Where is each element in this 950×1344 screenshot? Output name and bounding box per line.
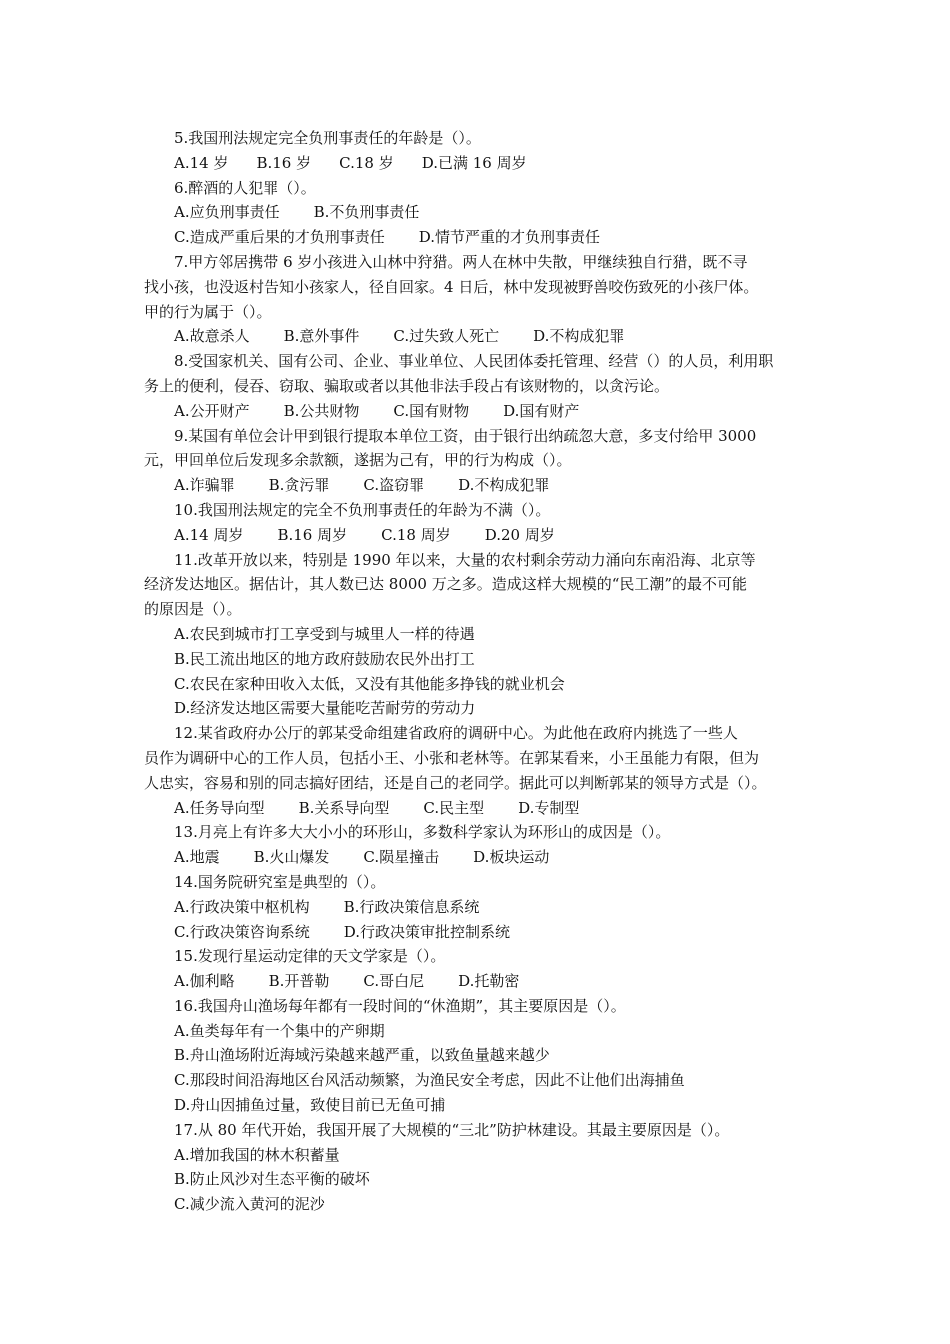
question-6-options-row1 — [144, 200, 808, 225]
option: A.14 岁 — [174, 153, 229, 172]
question-13-stem: 13.月亮上有许多大大小小的环形山，多数科学家认为环形山的成因是（）。 — [174, 823, 671, 842]
question-5-options — [144, 151, 808, 176]
option: C.民主型 — [423, 798, 485, 817]
option: D.20 周岁 — [484, 525, 555, 544]
question-8-stem-line: 务上的便利，侵吞、窃取、骗取或者以其他非法手段占有该财物的，以贪污论。 — [144, 376, 670, 395]
option: A.公开财产 — [174, 401, 250, 420]
question-11-stem-line: 经济发达地区。据估计，其人数已达 8000 万之多。造成这样大规模的“民工潮”的最不可能 — [144, 575, 748, 594]
option: C.哥白尼 — [363, 972, 425, 991]
option: C.过失致人死亡 — [393, 327, 500, 346]
option: B.不负刑事责任 — [313, 203, 420, 222]
question-16-option: B.舟山渔场附近海域污染越来越严重，以致鱼量越来越少 — [174, 1046, 550, 1065]
question-14-options-row1 — [144, 895, 808, 920]
option: D.已满 16 周岁 — [421, 153, 527, 172]
question-9-options — [144, 473, 808, 498]
option: A.伽利略 — [174, 972, 235, 991]
option: C.18 岁 — [339, 153, 394, 172]
question-12-stem-line: 人忠实，容易和别的同志搞好团结，还是自己的老同学。据此可以判断郭某的领导方式是（）。 — [144, 773, 767, 792]
option: B.16 岁 — [256, 153, 312, 172]
option: D.情节严重的才负刑事责任 — [418, 228, 600, 247]
question-13-options — [144, 845, 808, 870]
question-10-stem: 10.我国刑法规定的完全不负刑事责任的年龄为不满（）。 — [174, 500, 551, 519]
option: A.地震 — [174, 848, 220, 867]
option: B.贪污罪 — [268, 476, 330, 495]
option: D.不构成犯罪 — [458, 476, 550, 495]
question-11-stem-line: 的原因是（）。 — [144, 600, 242, 619]
option: A.任务导向型 — [174, 798, 265, 817]
question-15-stem: 15.发现行星运动定律的天文学家是（）。 — [174, 947, 446, 966]
question-12-stem-line: 12.某省政府办公厅的郭某受命组建省政府的调研中心。为此他在政府内挑选了一些人 — [174, 724, 738, 743]
question-17-option: B.防止风沙对生态平衡的破坏 — [174, 1170, 370, 1189]
question-8-stem-line: 8.受国家机关、国有公司、企业、事业单位、人民团体委托管理、经营（）的人员，利用职 — [174, 352, 774, 371]
question-11-option: A.农民到城市打工享受到与城里人一样的待遇 — [174, 624, 475, 643]
option: A.故意杀人 — [174, 327, 250, 346]
question-15-options — [144, 969, 808, 994]
question-12-options — [144, 796, 808, 821]
option: C.造成严重后果的才负刑事责任 — [174, 228, 385, 247]
question-10-options — [144, 523, 808, 548]
option: C.盗窃罪 — [363, 476, 425, 495]
exam-page — [144, 126, 808, 1217]
question-14-options-row2 — [144, 920, 808, 945]
option: B.16 周岁 — [277, 525, 348, 544]
option: A.应负刑事责任 — [174, 203, 280, 222]
option: D.板块运动 — [473, 848, 550, 867]
option: D.行政决策审批控制系统 — [343, 922, 510, 941]
option: B.关系导向型 — [298, 798, 390, 817]
option: C.国有财物 — [393, 401, 470, 420]
question-16-stem: 16.我国舟山渔场每年都有一段时间的“休渔期”，其主要原因是（）。 — [174, 996, 626, 1015]
question-7-options — [144, 324, 808, 349]
question-16-option: A.鱼类每年有一个集中的产卵期 — [174, 1021, 385, 1040]
question-11-stem-line: 11.改革开放以来，特别是 1990 年以来，大量的农村剩余劳动力涌向东南沿海、北京等 — [174, 550, 756, 569]
question-17-option: C.减少流入黄河的泥沙 — [174, 1195, 325, 1214]
question-17-stem: 17.从 80 年代开始，我国开展了大规模的“三北”防护林建设。其最主要原因是（）。 — [174, 1120, 730, 1139]
question-6-options-row2 — [144, 225, 808, 250]
question-7-stem-line: 甲的行为属于（）。 — [144, 302, 272, 321]
question-9-stem-line: 9.某国有单位会计甲到银行提取本单位工资，由于银行出纳疏忽大意，多支付给甲 3000 — [174, 426, 757, 445]
question-17-option: A.增加我国的林木积蓄量 — [174, 1145, 340, 1164]
question-11-option: D.经济发达地区需要大量能吃苦耐劳的劳动力 — [174, 699, 476, 718]
option: B.开普勒 — [268, 972, 330, 991]
question-7-stem-line: 找小孩，也没返村告知小孩家人，径自回家。4 日后，林中发现被野兽咬伤致死的小孩尸体。 — [144, 277, 759, 296]
option: D.托勒密 — [458, 972, 520, 991]
option: C.陨星撞击 — [363, 848, 440, 867]
question-8-options — [144, 399, 808, 424]
option: C.行政决策咨询系统 — [174, 922, 310, 941]
option: D.专制型 — [518, 798, 580, 817]
option: D.不构成犯罪 — [533, 327, 625, 346]
question-7-stem-line: 7.甲方邻居携带 6 岁小孩进入山林中狩猎。两人在林中失散，甲继续独自行猎，既不寻 — [174, 252, 748, 271]
option: A.诈骗罪 — [174, 476, 235, 495]
question-6-stem: 6.醉酒的人犯罪（）。 — [174, 178, 316, 197]
question-11-option: C.农民在家种田收入太低，又没有其他能多挣钱的就业机会 — [174, 674, 565, 693]
option: C.18 周岁 — [381, 525, 451, 544]
option: B.意外事件 — [283, 327, 360, 346]
question-11-option: B.民工流出地区的地方政府鼓励农民外出打工 — [174, 649, 475, 668]
option: A.行政决策中枢机构 — [174, 897, 310, 916]
question-16-option: C.那段时间沿海地区台风活动频繁，为渔民安全考虑，因此不让他们出海捕鱼 — [174, 1071, 685, 1090]
option: B.火山爆发 — [253, 848, 330, 867]
question-16-option: D.舟山因捕鱼过量，致使目前已无鱼可捕 — [174, 1096, 446, 1115]
question-14-stem: 14.国务院研究室是典型的（）。 — [174, 872, 386, 891]
question-9-stem-line: 元，甲回单位后发现多余款额，遂据为己有，甲的行为构成（）。 — [144, 451, 572, 470]
question-5-stem: 5.我国刑法规定完全负刑事责任的年龄是（）。 — [174, 129, 481, 147]
option: D.国有财产 — [503, 401, 580, 420]
option: B.行政决策信息系统 — [343, 897, 480, 916]
question-12-stem-line: 员作为调研中心的工作人员，包括小王、小张和老林等。在郭某看来，小王虽能力有限，但为 — [144, 748, 760, 767]
option: A.14 周岁 — [174, 525, 244, 544]
option: B.公共财物 — [283, 401, 360, 420]
